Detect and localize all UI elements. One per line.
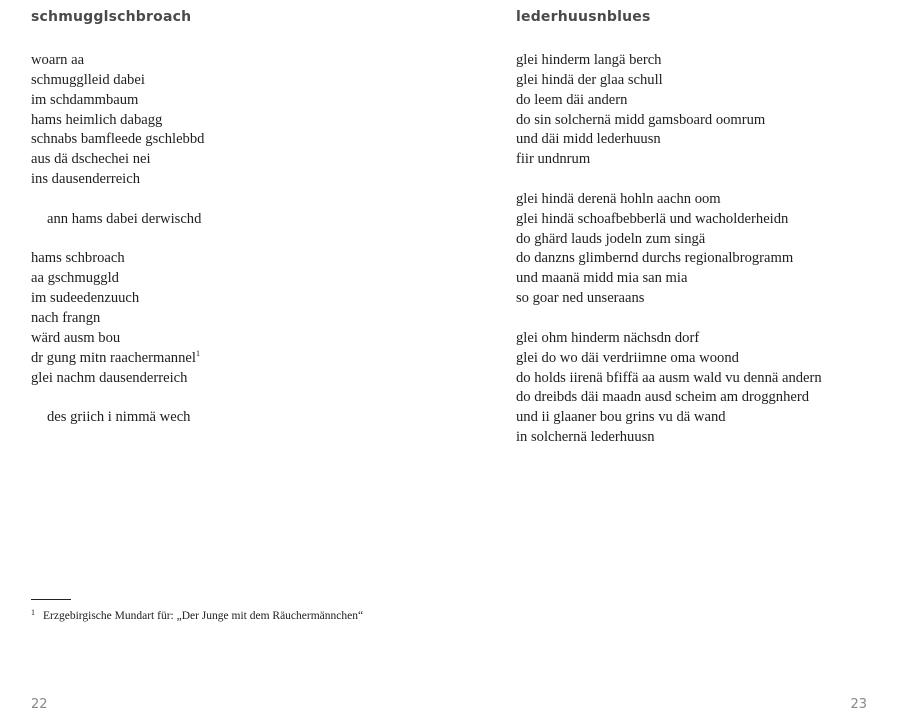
poem-line: schnabs bamfleede gschlebbd <box>31 131 205 148</box>
poem-line: und ii glaaner bou grins vu dä wand <box>516 409 726 426</box>
poem-line: im schdammbaum <box>31 91 139 108</box>
poem-title-left: schmugglschbroach <box>31 9 192 25</box>
poem-line: im sudeedenzuuch <box>31 290 140 307</box>
footnote-marker: 1 <box>195 348 200 358</box>
poem-line: glei do wo däi verdriimne oma woond <box>516 349 739 366</box>
poem-line-with-footnote <box>31 349 204 369</box>
footnote-divider <box>31 599 71 600</box>
poem-line: hams schbroach <box>31 250 125 267</box>
right-page <box>449 0 898 718</box>
stanza-break <box>31 230 204 250</box>
poem-line-text: dr gung mitn raachermannel <box>31 349 196 366</box>
stanza-break <box>31 190 204 210</box>
poem-line: und maanä midd mia san mia <box>516 270 688 287</box>
poem-line: nach frangn <box>31 309 101 326</box>
poem-line: so goar ned unseraans <box>516 290 645 307</box>
poem-line: aus dä dschechei nei <box>31 151 151 168</box>
poem-left <box>31 51 204 428</box>
poem-line: und däi midd lederhuusn <box>516 131 661 148</box>
footnote-number: 1 <box>31 608 35 617</box>
poem-line: schmugglleid dabei <box>31 71 145 88</box>
poem-line: ann hams dabei derwischd <box>47 210 202 227</box>
poem-line: aa gschmuggld <box>31 270 119 287</box>
poem-line: in solchernä lederhuusn <box>516 429 655 446</box>
page-number-left: 22 <box>31 697 48 712</box>
poem-line: des griich i nimmä wech <box>47 409 191 426</box>
poem-line: do sin solchernä midd gamsboard oomrum <box>516 111 766 128</box>
poem-line: glei hindä derenä hohln aachn oom <box>516 190 721 207</box>
poem-line: ins dausenderreich <box>31 171 141 188</box>
poem-line: glei hindä der glaa schull <box>516 71 663 88</box>
stanza-break <box>31 388 204 408</box>
poem-line: do holds iirenä bfiffä aa ausm wald vu dennä andern <box>516 369 822 386</box>
poem-right <box>516 51 822 448</box>
poem-line: do dreibds däi maadn ausd scheim am droggnherd <box>516 389 810 406</box>
footnote-text: Erzgebirgische Mundart für: „Der Junge mit dem Räuchermännchen“ <box>43 610 364 622</box>
poem-line: glei nachm dausenderreich <box>31 369 188 386</box>
poem-title-right: lederhuusnblues <box>516 9 651 25</box>
poem-line: hams heimlich dabagg <box>31 111 163 128</box>
stanza-break <box>516 170 822 190</box>
poem-line: do danzns glimbernd durchs regionalbrogramm <box>516 250 794 267</box>
poem-line: do ghärd lauds jodeln zum singä <box>516 230 706 247</box>
poem-line: wärd ausm bou <box>31 329 121 346</box>
poem-line: glei hindä schoafbebberlä und wacholderheidn <box>516 210 789 227</box>
poem-line: glei ohm hinderm nächsdn dorf <box>516 329 700 346</box>
poem-line: glei hinderm langä berch <box>516 52 662 68</box>
page-number-right: 23 <box>850 697 867 712</box>
poem-line: do leem däi andern <box>516 91 628 108</box>
poem-line: woarn aa <box>31 52 85 68</box>
footnote <box>31 606 391 627</box>
poem-line: fiir undnrum <box>516 151 591 168</box>
stanza-break <box>516 309 822 329</box>
